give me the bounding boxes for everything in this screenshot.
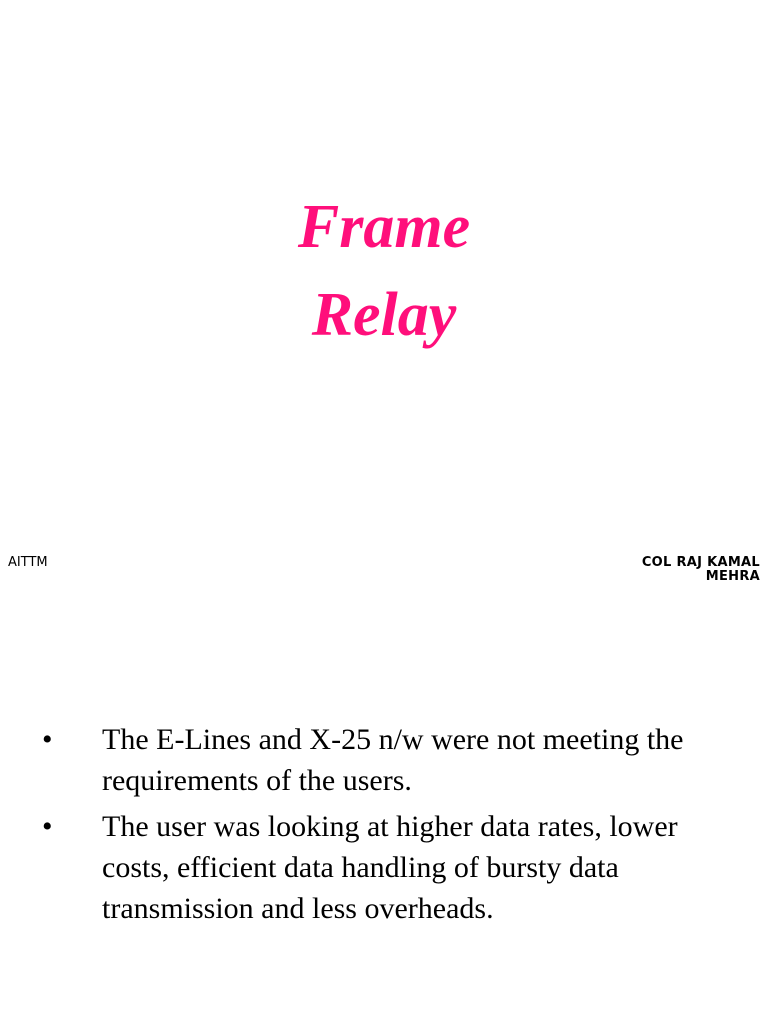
bullet-list [0, 719, 768, 934]
bullet-marker: • [42, 723, 53, 756]
bullet-text-2: The user was looking at higher data rates, lower costs, efficient data handling of bursty data transmission and less overheads. [102, 810, 678, 925]
bullet-text-1: The E-Lines and X-25 n/w were not meeting the requirements of the users. [102, 723, 684, 797]
slide-title-line-1: Frame [297, 193, 471, 261]
footer-organization: AITTM [8, 555, 48, 570]
footer-author [620, 556, 760, 580]
bullet-marker: • [42, 810, 53, 843]
bullet-item-2 [0, 806, 768, 929]
content-slide [0, 580, 768, 1024]
slide-title-line-2: Relay [311, 281, 457, 349]
bullet-item-1 [0, 719, 768, 801]
footer-author-line-2: MEHRA [705, 569, 760, 580]
footer-author-line-1: COL RAJ KAMAL [641, 556, 760, 570]
